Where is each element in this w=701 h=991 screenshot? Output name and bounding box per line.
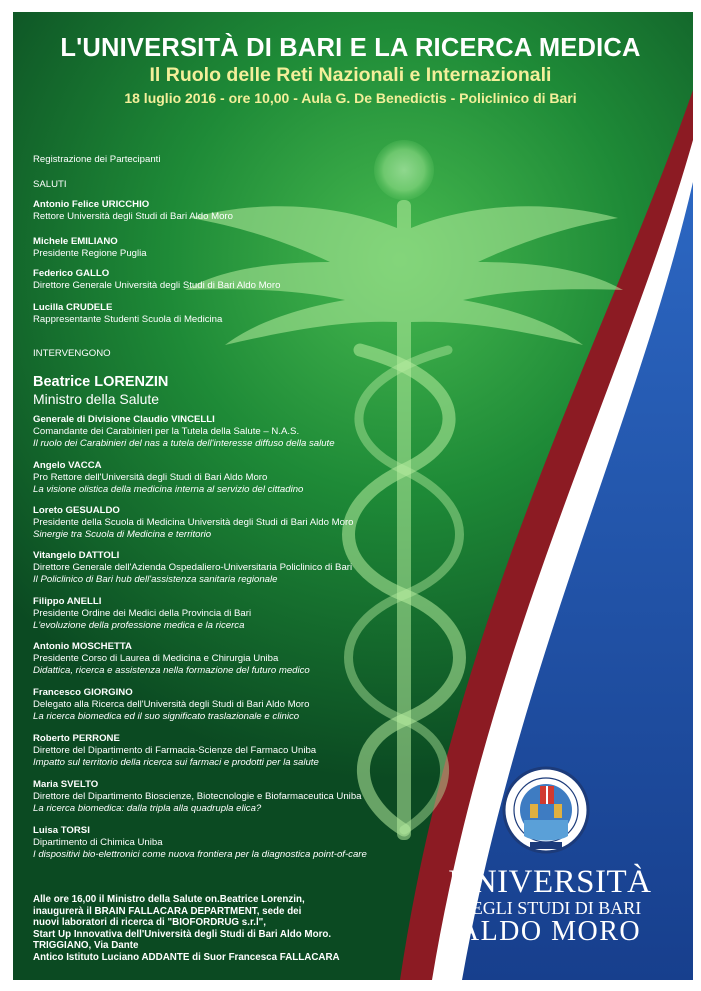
- speaker-name: Filippo ANELLI: [33, 596, 102, 607]
- university-seal-icon: [504, 768, 588, 852]
- speaker-item: [33, 779, 362, 814]
- speaker-role: Comandante dei Carabinieri per la Tutela della Salute – N.A.S.: [33, 425, 300, 437]
- greeting-item: [33, 302, 222, 326]
- university-name-line3: ALDO MORO: [458, 916, 642, 947]
- speaker-item: [33, 733, 319, 768]
- speaker-role: Direttore del Dipartimento Bioscienze, Biotecnologie e Biofarmaceutica Uniba: [33, 790, 362, 802]
- poster-title: L'UNIVERSITÀ DI BARI E LA RICERCA MEDICA: [60, 34, 641, 62]
- speaker-role: Presidente Corso di Laurea di Medicina e Chirurgia Uniba: [33, 652, 279, 664]
- greeting-item: [33, 199, 233, 223]
- speaker-talk: Didattica, ricerca e assistenza nella formazione del futuro medico: [33, 664, 310, 676]
- speaker-talk: I dispositivi bio-elettronici come nuova frontiera per la diagnostica point-of-care: [33, 848, 367, 860]
- footer-line: Alle ore 16,00 il Ministro della Salute on.Beatrice Lorenzin,: [33, 894, 305, 905]
- greetings-heading: SALUTI: [33, 179, 67, 190]
- speaker-name: Antonio MOSCHETTA: [33, 641, 132, 652]
- speaker-role: Direttore del Dipartimento di Farmacia-Scienze del Farmaco Uniba: [33, 744, 317, 756]
- footer-line: inaugurerà il BRAIN FALLACARA DEPARTMENT, sede dei: [33, 905, 302, 917]
- speaker-name: Maria SVELTO: [33, 779, 99, 790]
- speaker-name: Generale di Divisione Claudio VINCELLI: [33, 414, 215, 425]
- speaker-role: Presidente della Scuola di Medicina Università degli Studi di Bari Aldo Moro: [33, 516, 354, 528]
- speaker-name: Roberto PERRONE: [33, 733, 120, 744]
- speaker-talk: L'evoluzione della professione medica e la ricerca: [33, 619, 245, 631]
- greeting-item: [33, 236, 147, 260]
- speaker-item: [33, 550, 352, 585]
- greeting-item: [33, 268, 280, 292]
- speaker-talk: La visione olistica della medicina interna al servizio del cittadino: [33, 483, 304, 495]
- speaker-item: [33, 596, 251, 631]
- speaker-item: [33, 414, 335, 449]
- speaker-name: Loreto GESUALDO: [33, 505, 120, 516]
- speaker-name: Vitangelo DATTOLI: [33, 550, 120, 561]
- speaker-item: [33, 460, 303, 495]
- speaker-item: [33, 505, 354, 540]
- footer-line: nuovi laboratori di ricerca di "BIOFORDRUG s.r.l",: [33, 917, 267, 929]
- speaker-role: Pro Rettore dell'Università degli Studi di Bari Aldo Moro: [33, 471, 268, 483]
- person-name: Antonio Felice URICCHIO: [33, 199, 150, 210]
- footer-line: Antico Istituto Luciano ADDANTE di Suor Francesca FALLACARA: [33, 951, 340, 963]
- footer-line: Start Up Innovativa dell'Università degli Studi di Bari Aldo Moro.: [33, 928, 332, 940]
- speaker-name: Angelo VACCA: [33, 460, 102, 471]
- speaker-talk: Il Policlinico di Bari hub dell'assistenza sanitaria regionale: [33, 573, 278, 585]
- speaker-talk: Il ruolo dei Carabinieri del nas a tutela dell'interesse diffuso della salute: [33, 437, 335, 449]
- speaker-role: Direttore Generale dell'Azienda Ospedaliero-Universitaria Policlinico di Bari: [33, 561, 353, 573]
- person-name: Michele EMILIANO: [33, 236, 118, 247]
- university-name-line2: DEGLI STUDI DI BARI: [458, 898, 642, 918]
- speaker-talk: La ricerca biomedica: dalla tripla alla quadrupla elica?: [33, 802, 262, 814]
- speaker-item: [33, 825, 367, 860]
- person-role: Direttore Generale Università degli Studi di Bari Aldo Moro: [33, 279, 281, 291]
- speaker-role: Delegato alla Ricerca dell'Università degli Studi di Bari Aldo Moro: [33, 698, 310, 710]
- speaker-name: Francesco GIORGINO: [33, 687, 133, 698]
- speakers-heading: INTERVENGONO: [33, 348, 111, 359]
- speaker-talk: Sinergie tra Scuola di Medicina e territorio: [33, 528, 212, 540]
- minister-role: Ministro della Salute: [33, 391, 160, 407]
- person-name: Federico GALLO: [33, 268, 110, 279]
- speaker-name: Luisa TORSI: [33, 825, 90, 836]
- speaker-role: Presidente Ordine dei Medici della Provincia di Bari: [33, 607, 252, 619]
- minister-block: [33, 374, 168, 407]
- person-role: Presidente Regione Puglia: [33, 247, 147, 259]
- footer-line: TRIGGIANO, Via Dante: [33, 940, 139, 952]
- person-role: Rappresentante Studenti Scuola di Medicina: [33, 313, 223, 325]
- speaker-item: [33, 687, 309, 722]
- university-name-line1: UNIVERSITÀ: [448, 864, 652, 900]
- person-name: Lucilla CRUDELE: [33, 302, 113, 313]
- poster-subtitle: Il Ruolo delle Reti Nazionali e Internazionali: [149, 64, 552, 86]
- minister-name: Beatrice LORENZIN: [33, 374, 169, 390]
- speaker-role: Dipartimento di Chimica Uniba: [33, 836, 163, 848]
- person-role: Rettore Università degli Studi di Bari Aldo Moro: [33, 210, 233, 222]
- speaker-talk: Impatto sul territorio della ricerca sui farmaci e prodotti per la salute: [33, 756, 319, 768]
- speaker-item: [33, 641, 310, 676]
- registration-text: Registrazione dei Partecipanti: [33, 154, 161, 165]
- afternoon-event-note: [33, 894, 340, 964]
- speaker-talk: La ricerca biomedica ed il suo significato traslazionale e clinico: [33, 710, 300, 722]
- event-dateline: 18 luglio 2016 - ore 10,00 - Aula G. De Benedictis - Policlinico di Bari: [124, 90, 577, 106]
